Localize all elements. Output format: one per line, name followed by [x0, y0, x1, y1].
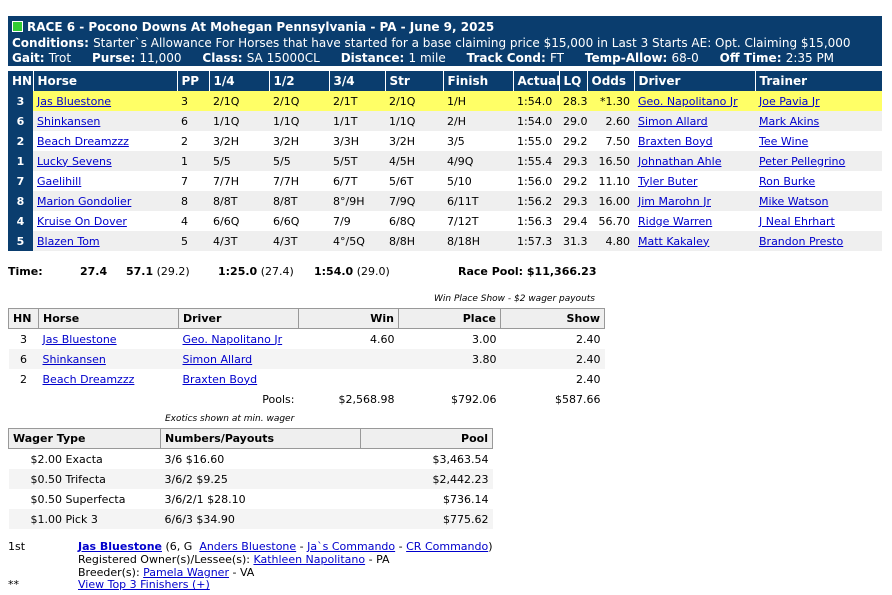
result-finish-cell: 4/9Q — [443, 151, 513, 171]
exotic-numbers-cell: 6/6/3 $34.90 — [161, 509, 361, 529]
wps-win-cell — [299, 369, 399, 389]
gait-value: Trot — [48, 51, 72, 65]
track-value: FT — [549, 51, 564, 65]
col-half: 1/2 — [269, 71, 329, 91]
result-driver-link[interactable]: Ridge Warren — [638, 214, 713, 228]
result-pp-cell: 8 — [177, 191, 209, 211]
col-horse: Horse — [33, 71, 177, 91]
exotic-pool-cell: $775.62 — [361, 509, 493, 529]
result-half-cell: 4/3T — [269, 231, 329, 251]
result-quarter-cell: 1/1Q — [209, 111, 269, 131]
wps-driver-cell — [179, 329, 299, 350]
result-driver-cell — [634, 231, 755, 251]
wps-hn-cell: 6 — [9, 349, 39, 369]
result-three-quarter-cell: 3/3H — [333, 134, 359, 148]
col-actual: Actual — [513, 71, 559, 91]
result-quarter-cell: 3/2H — [213, 134, 239, 148]
exotic-pool-cell: $2,442.23 — [361, 469, 493, 489]
result-trainer-cell — [755, 171, 882, 191]
result-row — [8, 131, 882, 151]
wps-driver-link[interactable]: Geo. Napolitano Jr — [182, 332, 283, 346]
result-trainer-link[interactable]: Brandon Presto — [759, 234, 844, 248]
result-half-cell: 3/2H — [273, 134, 299, 148]
result-hn-cell: 4 — [8, 211, 33, 231]
result-stretch-cell: 1/1Q — [385, 111, 443, 131]
col-trainer: Trainer — [755, 71, 882, 91]
result-odds-cell: 2.60 — [587, 111, 634, 131]
result-lq-cell: 29.2 — [563, 174, 587, 188]
result-half-cell: 1/1Q — [269, 111, 329, 131]
result-trainer-cell — [755, 211, 882, 231]
result-stretch-cell: 2/1Q — [385, 91, 443, 111]
result-trainer-link[interactable]: Mark Akins — [759, 114, 820, 128]
result-actual-cell: 1:54.0 — [513, 91, 559, 111]
result-horse-link[interactable]: Lucky Sevens — [37, 154, 112, 168]
result-trainer-cell — [755, 91, 882, 111]
result-stretch-cell: 4/5H — [385, 151, 443, 171]
race-pool — [458, 265, 597, 278]
time-quarter: 27.4 — [80, 265, 108, 278]
result-row — [8, 151, 882, 171]
class-value: SA 15000CL — [246, 51, 320, 65]
result-lq-cell: 31.3 — [559, 231, 587, 251]
result-lq-cell: 28.3 — [559, 91, 587, 111]
temp-value: 68-0 — [671, 51, 699, 65]
result-driver-cell — [634, 131, 755, 151]
ex-col-pool: Pool — [361, 429, 493, 449]
result-driver-link[interactable]: Johnathan Ahle — [638, 154, 722, 168]
ex-col-numbers: Numbers/Payouts — [161, 429, 361, 449]
wps-col-show: Show — [501, 309, 605, 329]
results-table — [8, 71, 883, 251]
result-hn-cell: 3 — [8, 91, 33, 111]
result-driver-link[interactable]: Braxten Boyd — [638, 134, 713, 148]
wps-col-horse: Horse — [39, 309, 179, 329]
conditions-label: Conditions: — [12, 36, 89, 50]
exotics-note: Exotics shown at min. wager — [165, 414, 295, 424]
dam-link[interactable]: Ja`s Commando — [307, 540, 396, 553]
result-actual-cell: 1:55.0 — [517, 134, 553, 148]
exotic-numbers-cell: 3/6/2/1 $28.10 — [164, 492, 246, 506]
col-pp: PP — [177, 71, 209, 91]
wps-horse-link[interactable]: Jas Bluestone — [42, 332, 117, 346]
race-title: RACE 6 - Pocono Downs At Mohegan Pennsylvania - PA - June 9, 2025 — [27, 20, 495, 34]
result-trainer-link[interactable]: Joe Pavia Jr — [759, 94, 820, 108]
result-stretch-cell: 8/8H — [385, 231, 443, 251]
result-actual-cell: 1:55.4 — [513, 151, 559, 171]
owner-label: Registered Owner(s)/Lessee(s): — [78, 553, 250, 566]
wps-pool-win: $2,568.98 — [338, 392, 395, 406]
pedigree-dash-2: - — [398, 540, 403, 553]
exotic-row — [9, 449, 493, 470]
wps-hn-cell: 2 — [20, 372, 27, 386]
wps-pools-row — [9, 389, 605, 409]
result-trainer-cell — [755, 191, 882, 211]
col-lq: LQ — [559, 71, 587, 91]
wps-horse-cell — [39, 369, 179, 389]
result-half-cell: 2/1Q — [269, 91, 329, 111]
wps-row — [9, 329, 605, 350]
race-pool-label: Race Pool: — [458, 265, 524, 278]
result-half-cell: 8/8T — [269, 191, 329, 211]
time-final: 1:54.0 — [314, 265, 354, 278]
result-three-quarter-cell: 6/7T — [333, 174, 358, 188]
result-horse-link[interactable]: Marion Gondolier — [37, 194, 132, 208]
time-three-quarter-group — [218, 265, 294, 278]
result-actual-cell: 1:57.3 — [513, 231, 559, 251]
time-half: 57.1 — [126, 265, 154, 278]
result-horse-link[interactable]: Shinkansen — [37, 114, 101, 128]
class-label: Class: — [202, 51, 243, 65]
exotic-row — [9, 489, 493, 509]
result-horse-link[interactable]: Jas Bluestone — [37, 94, 112, 108]
sire-link[interactable]: Anders Bluestone — [199, 540, 297, 553]
result-finish-cell: 2/H — [443, 111, 513, 131]
exotic-numbers-cell: 3/6 $16.60 — [164, 452, 225, 466]
exotic-row — [9, 509, 493, 529]
wps-place-cell: 3.00 — [472, 332, 497, 346]
pedigree-dash-1: - — [299, 540, 304, 553]
wps-table — [8, 308, 605, 409]
result-lq-cell: 29.0 — [559, 111, 587, 131]
result-driver-cell — [634, 111, 755, 131]
result-horse-cell — [33, 91, 177, 111]
wps-pool-place: $792.06 — [451, 392, 497, 406]
purse-label: Purse: — [91, 51, 136, 65]
race-info-line — [12, 51, 834, 65]
result-lq-cell: 29.4 — [563, 214, 587, 228]
result-finish-cell: 8/18H — [443, 231, 513, 251]
wps-row — [9, 369, 605, 389]
result-driver-cell — [634, 151, 755, 171]
wps-win-cell: 4.60 — [370, 332, 395, 346]
result-horse-cell — [33, 231, 177, 251]
result-three-quarter-cell: 8°/9H — [329, 191, 385, 211]
result-driver-cell — [634, 191, 755, 211]
off-time-label: Off Time: — [719, 51, 782, 65]
result-odds-cell: 4.80 — [587, 231, 634, 251]
col-stretch: Str — [385, 71, 443, 91]
result-three-quarter-cell: 1/1T — [329, 111, 385, 131]
result-actual-cell: 1:56.0 — [517, 174, 553, 188]
result-quarter-cell: 4/3T — [209, 231, 269, 251]
exotic-type-cell: $1.00 Pick 3 — [9, 509, 161, 529]
result-horse-cell — [33, 191, 177, 211]
result-odds-cell: *1.30 — [587, 91, 634, 111]
result-trainer-cell — [755, 131, 882, 151]
result-trainer-link[interactable]: Mike Watson — [759, 194, 829, 208]
result-driver-link[interactable]: Matt Kakaley — [638, 234, 710, 248]
result-pp-cell: 7 — [181, 174, 188, 188]
race-title-line — [12, 20, 494, 34]
wps-horse-cell — [39, 329, 179, 350]
result-horse-link[interactable]: Gaelihill — [37, 174, 82, 188]
wps-horse-link[interactable]: Shinkansen — [42, 352, 106, 366]
exotic-type-cell: $0.50 Superfecta — [30, 492, 126, 506]
time-three-quarter-split: (27.4) — [260, 265, 294, 278]
pedigree-close: ) — [488, 540, 493, 553]
exotic-type-cell: $0.50 Trifecta — [9, 469, 161, 489]
result-odds-cell: 16.50 — [587, 151, 634, 171]
result-pp-cell: 6 — [177, 111, 209, 131]
stars-marker: ** — [8, 578, 19, 591]
result-odds-cell: 56.70 — [598, 214, 630, 228]
wps-row — [9, 349, 605, 369]
result-driver-cell — [634, 171, 755, 191]
wps-note: Win Place Show - $2 wager payouts — [434, 294, 595, 304]
wps-horse-cell — [39, 349, 179, 369]
result-pp-cell: 2 — [181, 134, 188, 148]
result-finish-cell: 7/12T — [447, 214, 479, 228]
result-trainer-cell — [755, 231, 882, 251]
col-odds: Odds — [587, 71, 634, 91]
wps-horse-link[interactable]: Beach Dreamzzz — [42, 372, 135, 386]
result-odds-cell: 16.00 — [587, 191, 634, 211]
result-lq-cell: 29.3 — [559, 151, 587, 171]
owner-state: - PA — [368, 553, 390, 566]
winner-place: 1st — [8, 540, 26, 553]
conditions-text: Starter`s Allowance For Horses that have started for a base claiming price $15,000 in Last 3 Starts AE: Opt. Claiming $15,000 — [93, 36, 851, 50]
result-half-cell: 5/5 — [269, 151, 329, 171]
distance-label: Distance: — [340, 51, 405, 65]
result-trainer-link[interactable]: Ron Burke — [759, 174, 816, 188]
result-pp-cell: 5 — [177, 231, 209, 251]
gait-label: Gait: — [12, 51, 45, 65]
result-trainer-link[interactable]: Tee Wine — [759, 134, 809, 148]
result-stretch-cell: 6/8Q — [389, 214, 416, 228]
result-driver-cell — [634, 211, 755, 231]
result-odds-cell: 7.50 — [605, 134, 630, 148]
result-stretch-cell: 3/2H — [389, 134, 415, 148]
wps-driver-cell — [179, 349, 299, 369]
result-lq-cell: 29.2 — [563, 134, 587, 148]
result-stretch-cell: 5/6T — [389, 174, 414, 188]
result-three-quarter-cell: 4°/5Q — [329, 231, 385, 251]
result-actual-cell: 1:56.3 — [517, 214, 553, 228]
race-header — [8, 16, 882, 66]
result-quarter-cell: 6/6Q — [213, 214, 240, 228]
winner-pedigree-line — [78, 540, 493, 553]
result-half-cell: 7/7H — [273, 174, 299, 188]
time-final-group — [314, 265, 390, 278]
result-half-cell: 6/6Q — [273, 214, 300, 228]
time-half-split: (29.2) — [156, 265, 190, 278]
winner-horse-link[interactable]: Jas Bluestone — [78, 540, 162, 553]
exotic-pool-cell: $3,463.54 — [432, 452, 489, 466]
result-horse-cell — [33, 211, 177, 231]
result-hn-cell: 8 — [8, 191, 33, 211]
col-hn: HN — [8, 71, 33, 91]
result-hn-cell: 5 — [8, 231, 33, 251]
result-three-quarter-cell: 2/1T — [329, 91, 385, 111]
time-three-quarter: 1:25.0 — [218, 265, 258, 278]
results-header-row — [8, 71, 882, 91]
result-stretch-cell: 7/9Q — [385, 191, 443, 211]
breeder-label: Breeder(s): — [78, 566, 140, 579]
wps-place-cell — [399, 369, 501, 389]
result-actual-cell: 1:54.0 — [513, 111, 559, 131]
wps-driver-cell — [179, 369, 299, 389]
wps-show-cell: 2.40 — [501, 349, 605, 369]
exotic-row — [9, 469, 493, 489]
col-quarter: 1/4 — [209, 71, 269, 91]
result-lq-cell: 29.3 — [559, 191, 587, 211]
wps-col-driver: Driver — [179, 309, 299, 329]
result-trainer-link[interactable]: J Neal Ehrhart — [759, 214, 835, 228]
off-time-value: 2:35 PM — [785, 51, 835, 65]
result-actual-cell: 1:56.2 — [513, 191, 559, 211]
result-horse-link[interactable]: Blazen Tom — [37, 234, 100, 248]
result-row — [8, 91, 882, 111]
wps-show-cell: 2.40 — [576, 332, 601, 346]
time-label: Time: — [8, 265, 43, 278]
result-driver-link[interactable]: Jim Marohn Jr — [638, 194, 711, 208]
result-quarter-cell: 5/5 — [209, 151, 269, 171]
conditions-line — [12, 36, 851, 50]
wps-win-cell — [299, 349, 399, 369]
result-horse-cell — [33, 111, 177, 131]
result-trainer-cell — [755, 151, 882, 171]
time-final-split: (29.0) — [356, 265, 390, 278]
wps-col-win: Win — [299, 309, 399, 329]
result-horse-link[interactable]: Beach Dreamzzz — [37, 134, 129, 148]
damsire-link[interactable]: CR Commando — [406, 540, 489, 553]
result-row — [8, 191, 882, 211]
result-driver-link[interactable]: Geo. Napolitano Jr — [638, 94, 738, 108]
wps-show-cell: 2.40 — [576, 372, 601, 386]
temp-label: Temp-Allow: — [584, 51, 668, 65]
result-row — [8, 171, 882, 191]
exotic-type-cell: $2.00 Exacta — [30, 452, 103, 466]
result-hn-cell: 7 — [8, 171, 33, 191]
result-horse-link[interactable]: Kruise On Dover — [37, 214, 127, 228]
ex-col-type: Wager Type — [9, 429, 161, 449]
result-finish-cell: 3/5 — [447, 134, 465, 148]
result-quarter-cell: 2/1Q — [209, 91, 269, 111]
result-three-quarter-cell: 5/5T — [329, 151, 385, 171]
result-driver-cell — [634, 91, 755, 111]
exotics-header-row — [9, 429, 493, 449]
result-driver-link[interactable]: Simon Allard — [638, 114, 708, 128]
wps-pool-show: $587.66 — [555, 392, 601, 406]
exotic-numbers-cell: 3/6/2 $9.25 — [161, 469, 361, 489]
result-trainer-link[interactable]: Peter Pellegrino — [759, 154, 846, 168]
wps-hn-cell: 3 — [20, 332, 27, 346]
status-square-icon — [12, 21, 23, 32]
result-horse-cell — [33, 131, 177, 151]
wps-col-place: Place — [399, 309, 501, 329]
exotics-table — [8, 428, 493, 529]
wps-header-row — [9, 309, 605, 329]
result-hn-cell: 1 — [8, 151, 33, 171]
result-hn-cell: 2 — [8, 131, 33, 151]
result-horse-cell — [33, 151, 177, 171]
result-three-quarter-cell: 7/9 — [333, 214, 351, 228]
result-row — [8, 231, 882, 251]
view-top3-link[interactable]: View Top 3 Finishers (+) — [78, 578, 210, 591]
result-finish-cell: 5/10 — [447, 174, 472, 188]
result-horse-cell — [33, 171, 177, 191]
track-label: Track Cond: — [466, 51, 546, 65]
result-row — [8, 211, 882, 231]
result-hn-cell: 6 — [8, 111, 33, 131]
result-driver-link[interactable]: Tyler Buter — [638, 174, 698, 188]
wps-col-hn: HN — [9, 309, 39, 329]
col-three-quarter: 3/4 — [329, 71, 385, 91]
wps-driver-link[interactable]: Braxten Boyd — [182, 372, 258, 386]
owner-line — [78, 553, 390, 566]
result-quarter-cell: 7/7H — [213, 174, 239, 188]
exotic-pool-cell: $736.14 — [443, 492, 489, 506]
col-driver: Driver — [634, 71, 755, 91]
purse-value: 11,000 — [139, 51, 182, 65]
wps-place-cell: 3.80 — [399, 349, 501, 369]
result-odds-cell: 11.10 — [598, 174, 630, 188]
col-finish: Finish — [443, 71, 513, 91]
result-pp-cell: 3 — [177, 91, 209, 111]
result-finish-cell: 6/11T — [443, 191, 513, 211]
breeder-state: - VA — [232, 566, 255, 579]
breeder-link[interactable]: Pamela Wagner — [143, 566, 229, 579]
wps-driver-link[interactable]: Simon Allard — [182, 352, 253, 366]
wps-pools-label: Pools: — [262, 392, 295, 406]
result-trainer-cell — [755, 111, 882, 131]
distance-value: 1 mile — [408, 51, 446, 65]
result-finish-cell: 1/H — [443, 91, 513, 111]
result-pp-cell: 1 — [177, 151, 209, 171]
result-pp-cell: 4 — [181, 214, 188, 228]
time-half-group — [126, 265, 190, 278]
winner-age-sex: (6, G — [165, 540, 193, 553]
race-pool-value: $11,366.23 — [526, 265, 597, 278]
result-row — [8, 111, 882, 131]
result-quarter-cell: 8/8T — [209, 191, 269, 211]
owner-link[interactable]: Kathleen Napolitano — [253, 553, 366, 566]
